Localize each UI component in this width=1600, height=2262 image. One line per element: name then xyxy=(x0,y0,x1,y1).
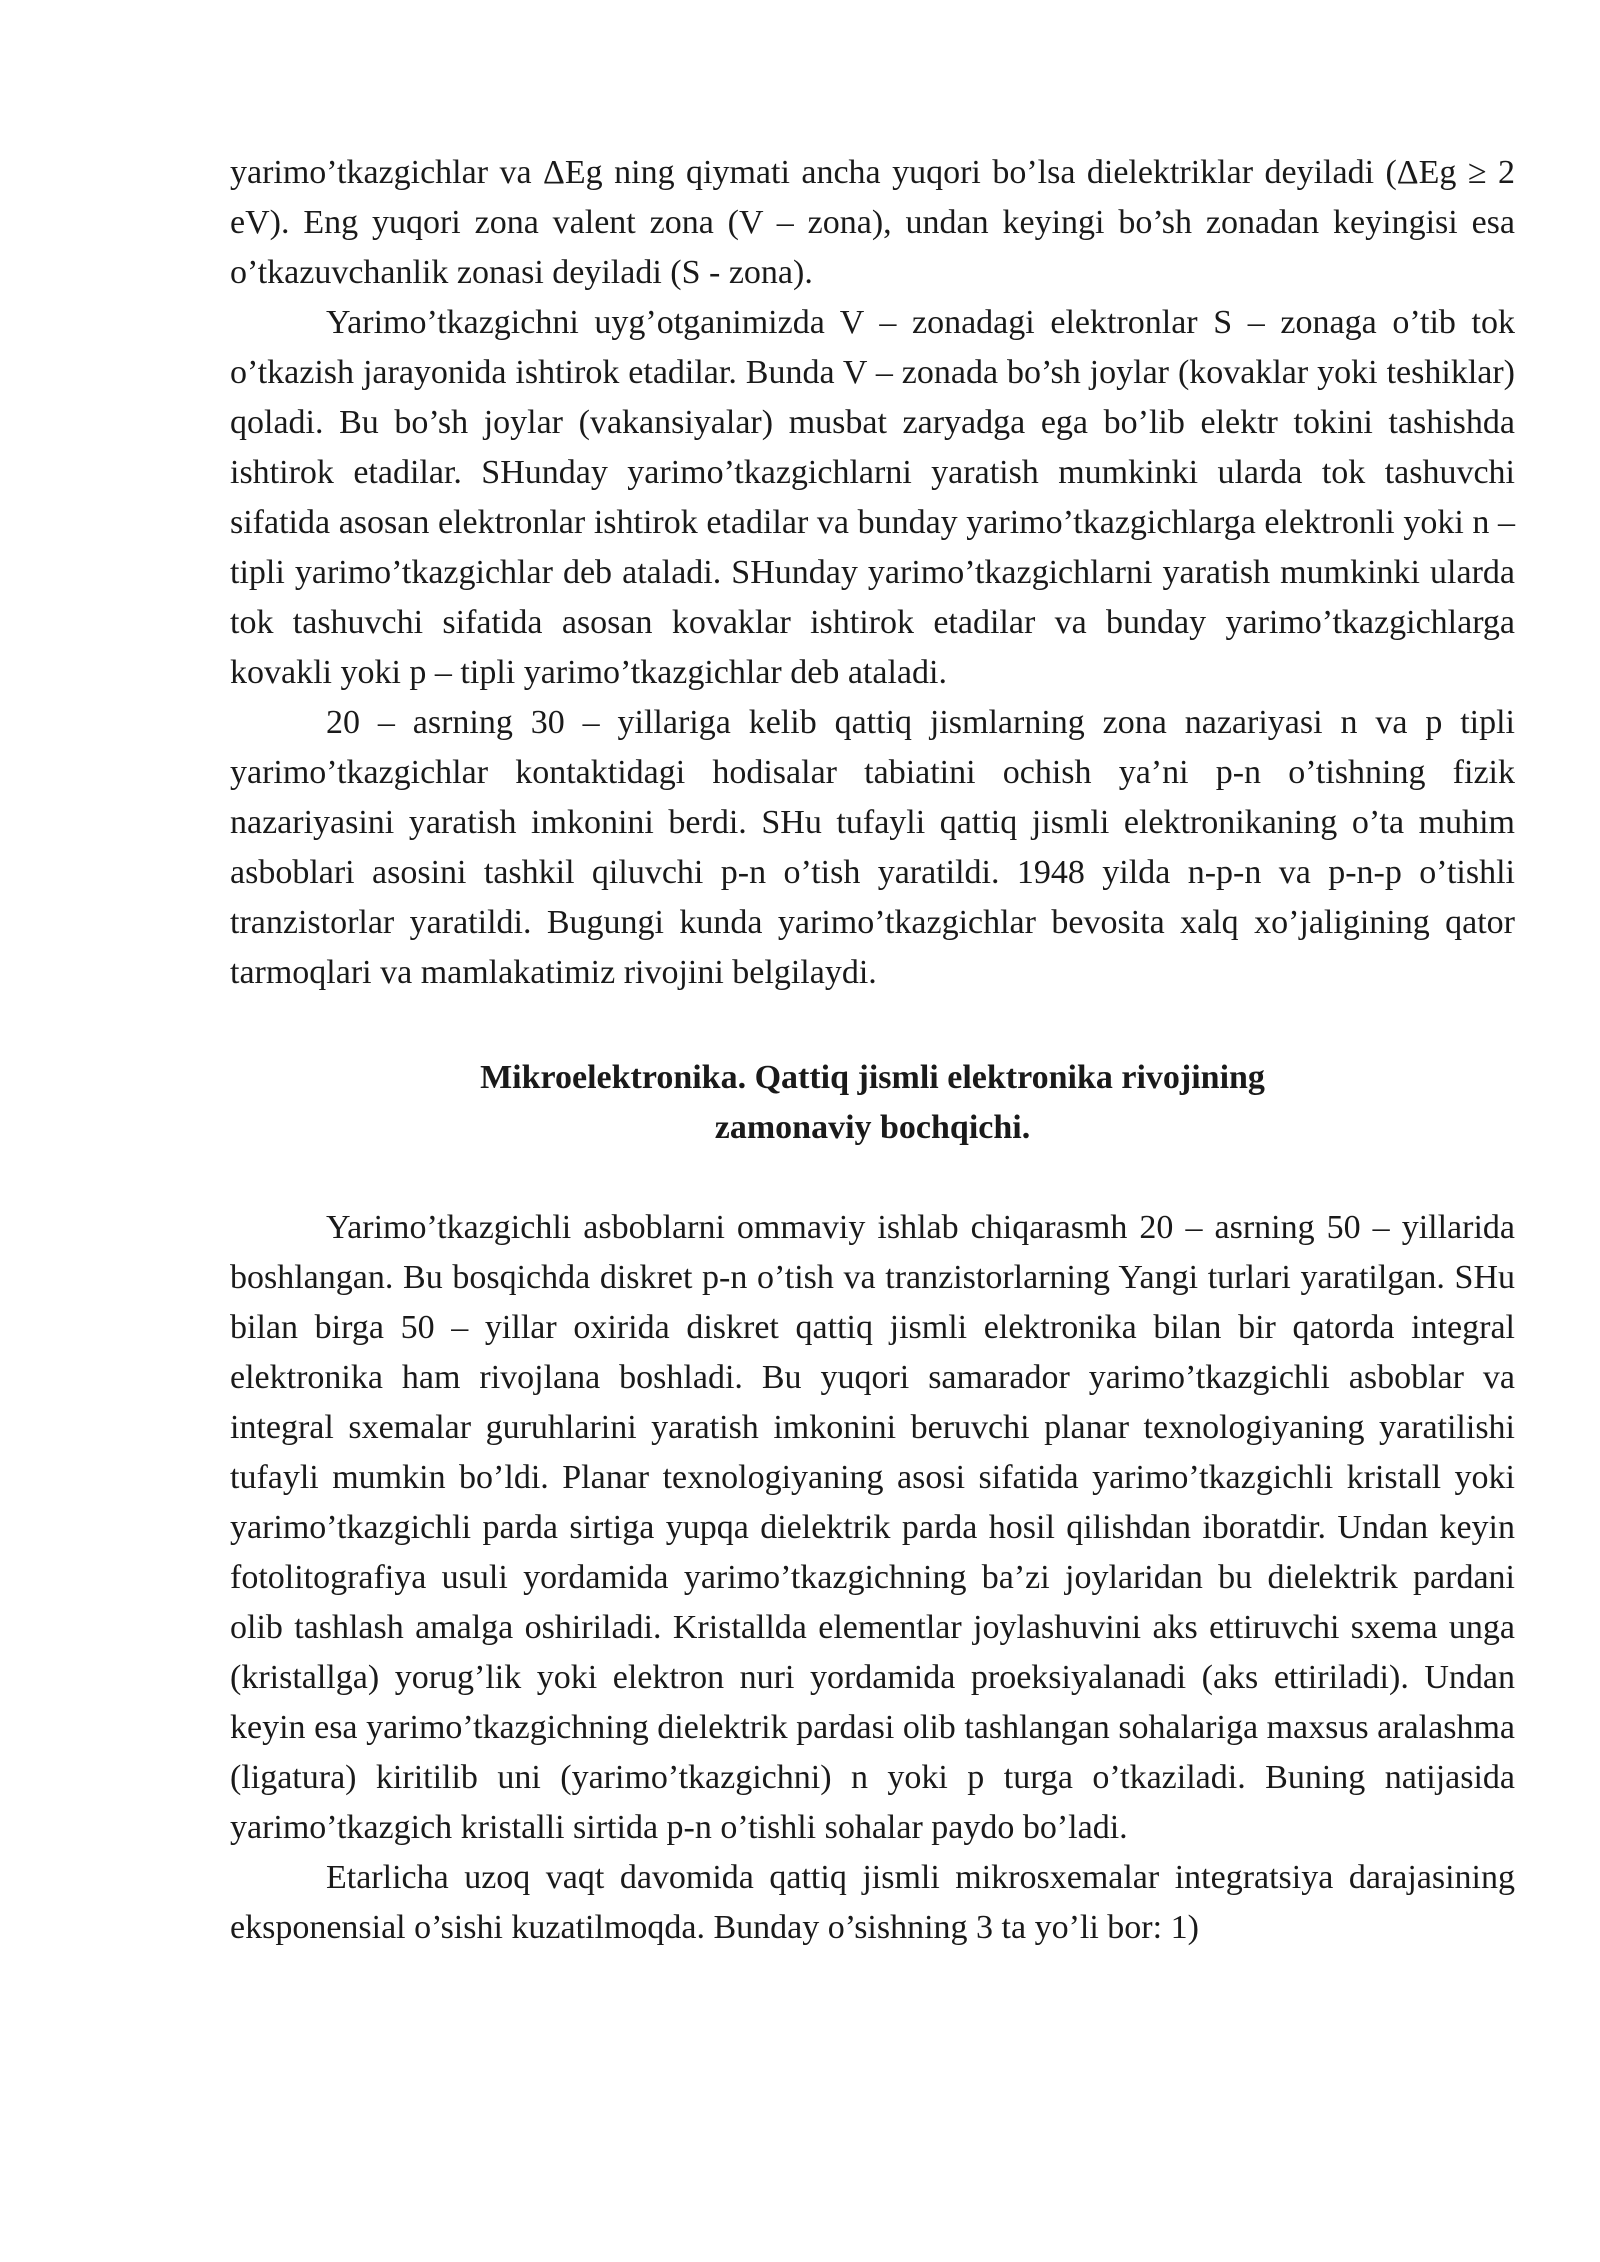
paragraph-excitation-carriers: Yarimo’tkazgichni uyg’otganimizda V – zonadagi elektronlar S – zonaga o’tib tok o’tkazish jarayonida ishtirok etadilar. Bunda V – zonada bo’sh joylar (kovaklar yoki teshiklar) qoladi. Bu bo’sh joylar (vakansiyalar) musbat zaryadga ega bo’lib elektr tokini tashishda ishtirok etadilar. SHunday yarimo’tkazgichlarni yaratish mumkinki ularda tok tashuvchi sifatida asosan elektronlar ishtirok etadilar va bunday yarimo’tkazgichlarga elektronli yoki n – tipli yarimo’tkazgichlar deb ataladi. SHunday yarimo’tkazgichlarni yaratish mumkinki ularda tok tashuvchi sifatida asosan kovaklar ishtirok etadilar va bunday yarimo’tkazgichlarga kovakli yoki p – tipli yarimo’tkazgichlar deb ataladi. xyxy=(230,304,1515,691)
paragraph-planar-technology: Yarimo’tkazgichli asboblarni ommaviy ishlab chiqarasmh 20 – asrning 50 – yillarida boshlangan. Bu bosqichda diskret p-n o’tish va tranzistorlarning Yangi turlari yaratilgan. SHu bilan birga 50 – yillar oxirida diskret qattiq jismli elektronika bilan bir qatorda integral elektronika ham rivojlana boshladi. Bu yuqori samarador yarimo’tkazgichli asboblar va integral sxemalar guruhlarini yaratish imkonini beruvchi planar texnologiyaning yaratilishi tufayli mumkin bo’ldi. Planar texnologiyaning asosi sifatida yarimo’tkazgichli kristall yoki yarimo’tkazgichli parda sirtiga yupqa dielektrik parda hosil qilishdan iboratdir. Undan keyin fotolitografiya usuli yordamida yarimo’tkazgichning ba’zi joylaridan bu dielektrik pardani olib tashlash amalga oshiriladi. Kristallda elementlar joylashuvini aks ettiruvchi sxema unga (kristallga) yorug’lik yoki elektron nuri yordamida proeksiyalanadi (aks ettiriladi). Undan keyin esa yarimo’tkazgichning dielektrik pardasi olib tashlangan sohalariga maxsus aralashma (ligatura) kiritilib uni (yarimo’tkazgichni) n yoki p turga o’tkaziladi. Buning natijasida yarimo’tkazgich kristalli sirtida p-n o’tishli sohalar paydo bo’ladi. xyxy=(230,1209,1515,1846)
paragraph-history-pn-junction: 20 – asrning 30 – yillariga kelib qattiq jismlarning zona nazariyasi n va p tipli yarimo’tkazgichlar kontaktidagi hodisalar tabiatini ochish ya’ni p-n o’tishning fizik nazariyasini yaratish imkonini berdi. SHu tufayli qattiq jismli elektronikaning o’ta muhim asboblari asosini tashkil qiluvchi p-n o’tish yaratildi. 1948 yilda n-p-n va p-n-p o’tishli tranzistorlar yaratildi. Bugungi kunda yarimo’tkazgichlar bevosita xalq xo’jaligining qator tarmoqlari va mamlakatimiz rivojini belgilaydi. xyxy=(230,704,1515,991)
paragraph-band-gap-continuation: yarimo’tkazgichlar va ΔEg ning qiymati ancha yuqori bo’lsa dielektriklar deyiladi (ΔEg ≥ 2 eV). Eng yuqori zona valent zona (V – zona), undan keyingi bo’sh zonadan keyingisi esa o’tkazuvchanlik zonasi deyiladi (S - zona). xyxy=(230,154,1515,291)
paragraph-integration-growth: Etarlicha uzoq vaqt davomida qattiq jismli mikrosxemalar integratsiya darajasining eksponensial o’sishi kuzatilmoqda. Bunday o’sishning 3 ta yo’li bor: 1) xyxy=(230,1859,1515,1946)
section-heading-line-2: zamonaviy bochqichi. xyxy=(714,1109,1031,1146)
section-heading xyxy=(230,1053,1515,1153)
section-heading-line-1: Mikroelektronika. Qattiq jismli elektronika rivojining xyxy=(480,1059,1265,1096)
document-body xyxy=(230,148,1515,1953)
